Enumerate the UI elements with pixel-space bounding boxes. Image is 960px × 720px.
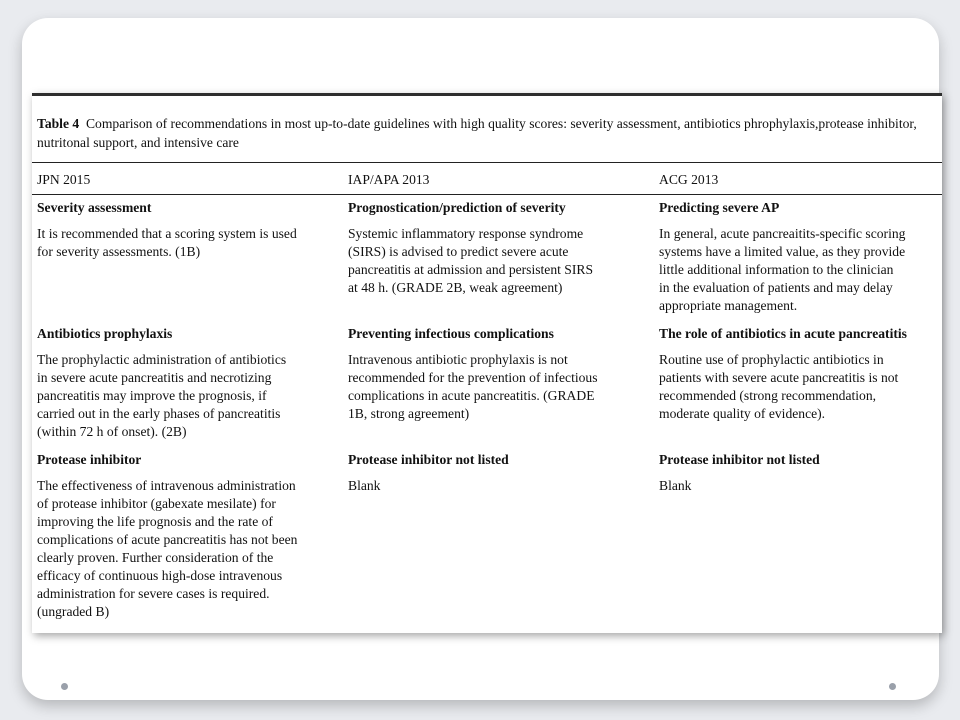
slide-dot-right: [889, 683, 896, 690]
cell-text-line: It is recommended that a scoring system is used: [37, 226, 297, 241]
cell-text-line: pancreatitis may improve the prognosis, if: [37, 388, 267, 403]
cell-text-line: Blank: [348, 478, 381, 493]
cell-heading: Preventing infectious complications: [348, 326, 554, 341]
table-number: Table 4: [37, 116, 80, 131]
cell-text-line: improving the life prognosis and the rate of: [37, 514, 273, 529]
cell-heading: Protease inhibitor: [37, 452, 142, 467]
cell-text-line: 1B, strong agreement): [348, 406, 470, 421]
cell-text-line: recommended (strong recommendation,: [659, 388, 877, 403]
cell-text-line: moderate quality of evidence).: [659, 406, 826, 421]
cell-text-line: In general, acute pancreaitits-specific scoring: [659, 226, 906, 241]
cell-text-line: complications of acute pancreatitis has not been: [37, 532, 298, 547]
cell-text-line: The effectiveness of intravenous administration: [37, 478, 296, 493]
cell-text-line: Blank: [659, 478, 692, 493]
cell-text-line: in the evaluation of patients and may delay: [659, 280, 893, 295]
caption-rule: [32, 162, 942, 163]
cell-text-line: (within 72 h of onset). (2B): [37, 424, 187, 439]
header-rule: [32, 194, 942, 195]
cell-heading: Antibiotics prophylaxis: [37, 326, 173, 341]
cell-text-line: complications in acute pancreatitis. (GRADE: [348, 388, 595, 403]
cell-text-line: for severity assessments. (1B): [37, 244, 201, 259]
cell-heading: Protease inhibitor not listed: [348, 452, 509, 467]
cell-text-line: patients with severe acute pancreatitis is not: [659, 370, 899, 385]
slide-dot-left: [61, 683, 68, 690]
cell-text-line: little additional information to the clinician: [659, 262, 894, 277]
cell-heading: Predicting severe AP: [659, 200, 780, 215]
cell-text-line: (SIRS) is advised to predict severe acute: [348, 244, 569, 259]
table-image: [32, 93, 942, 633]
column-header-iap-apa: IAP/APA 2013: [348, 172, 430, 187]
cell-text-line: (ungraded B): [37, 604, 110, 619]
cell-text-line: appropriate management.: [659, 298, 798, 313]
cell-text-line: Systemic inflammatory response syndrome: [348, 226, 584, 241]
cell-heading: Protease inhibitor not listed: [659, 452, 820, 467]
cell-text-line: systems have a limited value, as they provide: [659, 244, 906, 259]
column-header-acg: ACG 2013: [659, 172, 719, 187]
cell-text-line: recommended for the prevention of infectious: [348, 370, 598, 385]
column-header-jpn: JPN 2015: [37, 172, 91, 187]
cell-text-line: The prophylactic administration of antibiotics: [37, 352, 287, 367]
cell-text-line: efficacy of continuous high-dose intravenous: [37, 568, 283, 583]
table-caption: [37, 114, 937, 152]
cell-text-line: in severe acute pancreatitis and necrotizing: [37, 370, 272, 385]
cell-text-line: clearly proven. Further consideration of the: [37, 550, 274, 565]
cell-text-line: of protease inhibitor (gabexate mesilate) for: [37, 496, 276, 511]
table-caption-text: Comparison of recommendations in most up-to-date guidelines with high quality scores: severity assessment, antibiotics phrophylaxis,protease inhibitor, nutritonal support, and intensive care: [37, 116, 917, 150]
cell-text-line: administration for severe cases is required.: [37, 586, 270, 601]
cell-text-line: at 48 h. (GRADE 2B, weak agreement): [348, 280, 563, 295]
cell-text-line: Routine use of prophylactic antibiotics in: [659, 352, 884, 367]
cell-heading: The role of antibiotics in acute pancreatitis: [659, 326, 907, 341]
cell-heading: Severity assessment: [37, 200, 152, 215]
cell-text-line: Intravenous antibiotic prophylaxis is not: [348, 352, 568, 367]
cell-heading: Prognostication/prediction of severity: [348, 200, 566, 215]
cell-text-line: pancreatitis at admission and persistent SIRS: [348, 262, 594, 277]
cell-text-line: carried out in the early phases of pancreatitis: [37, 406, 281, 421]
